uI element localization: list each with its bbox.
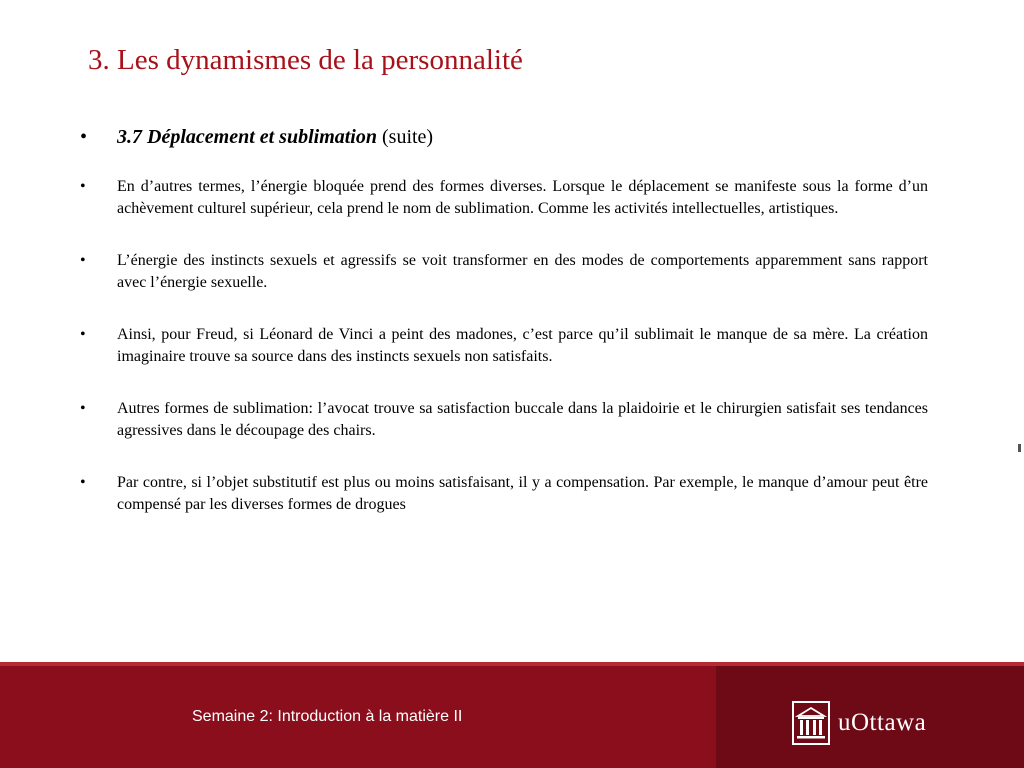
bullet-text: Ainsi, pour Freud, si Léonard de Vinci a peint des madones, c’est parce qu’il sublimait le manque de sa mère. La création imaginaire trouve sa source dans des instincts sexuels non satisfaits. — [117, 326, 928, 365]
bullet-item — [80, 324, 928, 368]
bullet-marker: • — [80, 326, 86, 343]
bullet-marker: • — [80, 178, 86, 195]
bullet-text: Par contre, si l’objet substitutif est plus ou moins satisfaisant, il y a compensation. Par exemple, le manque d’amour peut être compensé par les diverses formes de drogues — [117, 474, 928, 513]
bullet-item — [80, 398, 928, 442]
section-heading — [80, 122, 928, 152]
section-heading-suffix: (suite) — [377, 126, 434, 148]
section-heading-title: 3.7 Déplacement et sublimation — [117, 126, 377, 148]
bullet-list — [80, 122, 928, 546]
footer-course-text: Semaine 2: Introduction à la matière II — [192, 708, 463, 725]
uottawa-logo — [792, 701, 926, 745]
bullet-marker: • — [80, 400, 86, 417]
bullet-item — [80, 472, 928, 516]
bullet-text: En d’autres termes, l’énergie bloquée prend des formes diverses. Lorsque le déplacement se manifeste sous la forme d’un achèvement culturel supérieur, cela prend le nom de sublimation. Comme les activités intellectuelles, artistiques. — [117, 178, 928, 217]
university-building-icon — [792, 701, 830, 745]
bullet-text: L’énergie des instincts sexuels et agressifs se voit transformer en des modes de comportements apparemment sans rapport avec l’énergie sexuelle. — [117, 252, 928, 291]
bullet-item — [80, 176, 928, 220]
bullet-marker: • — [80, 474, 86, 491]
slide-title: 3. Les dynamismes de la personnalité — [88, 44, 523, 76]
bullet-marker: • — [80, 126, 88, 148]
logo-wordmark: uOttawa — [838, 709, 927, 736]
bullet-text: Autres formes de sublimation: l’avocat trouve sa satisfaction buccale dans la plaidoirie et le chirurgien satisfait ses tendances agressives dans le découpage des chairs. — [117, 400, 928, 439]
footer-bar — [0, 662, 1024, 768]
bullet-item — [80, 250, 928, 294]
stray-mark — [1018, 444, 1021, 452]
bullet-marker: • — [80, 252, 86, 269]
